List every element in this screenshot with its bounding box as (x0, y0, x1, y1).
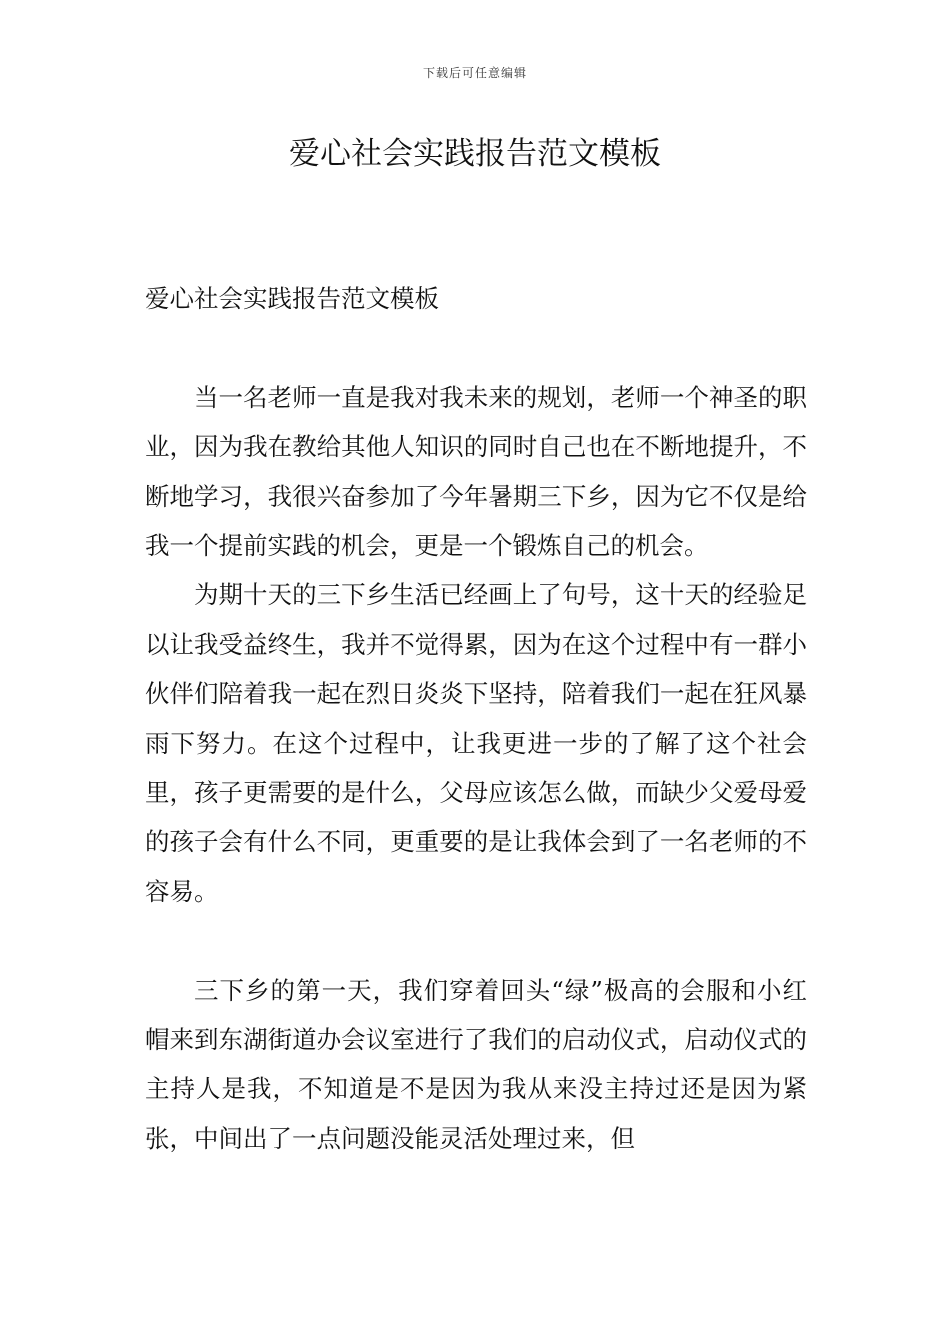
paragraph-2: 为期十天的三下乡生活已经画上了句号，这十天的经验足以让我受益终生，我并不觉得累，因为在这个过程中有一群小伙伴们陪着我一起在烈日炎炎下坚持，陪着我们一起在狂风暴雨下努力。在这个过程中，让我更进一步的了解了这个社会里，孩子更需要的是什么，父母应该怎么做，而缺少父爱母爱的孩子会有什么不同，更重要的是让我体会到了一名老师的不容易。 (145, 580, 807, 906)
blank-line (145, 323, 807, 372)
paragraph-1: 当一名老师一直是我对我未来的规划，老师一个神圣的职业，因为我在教给其他人知识的同时自己也在不断地提升，不断地学习，我很兴奋参加了今年暑期三下乡，因为它不仅是给我一个提前实践的机会，更是一个锻炼自己的机会。 (145, 382, 807, 561)
paragraph-3: 三下乡的第一天，我们穿着回头“绿”极高的会服和小红帽来到东湖街道办会议室进行了我们的启动仪式，启动仪式的主持人是我，不知道是不是因为我从来没主持过还是因为紧张，中间出了一点问题没能灵活处理过来，但 (145, 975, 807, 1153)
blank-line (145, 916, 807, 965)
document-subtitle: 爱心社会实践报告范文模板 (145, 284, 439, 313)
header-note: 下载后可任意编辑 (422, 66, 527, 80)
document-body (145, 274, 807, 1163)
document-title: 爱心社会实践报告范文模板 (289, 136, 661, 172)
